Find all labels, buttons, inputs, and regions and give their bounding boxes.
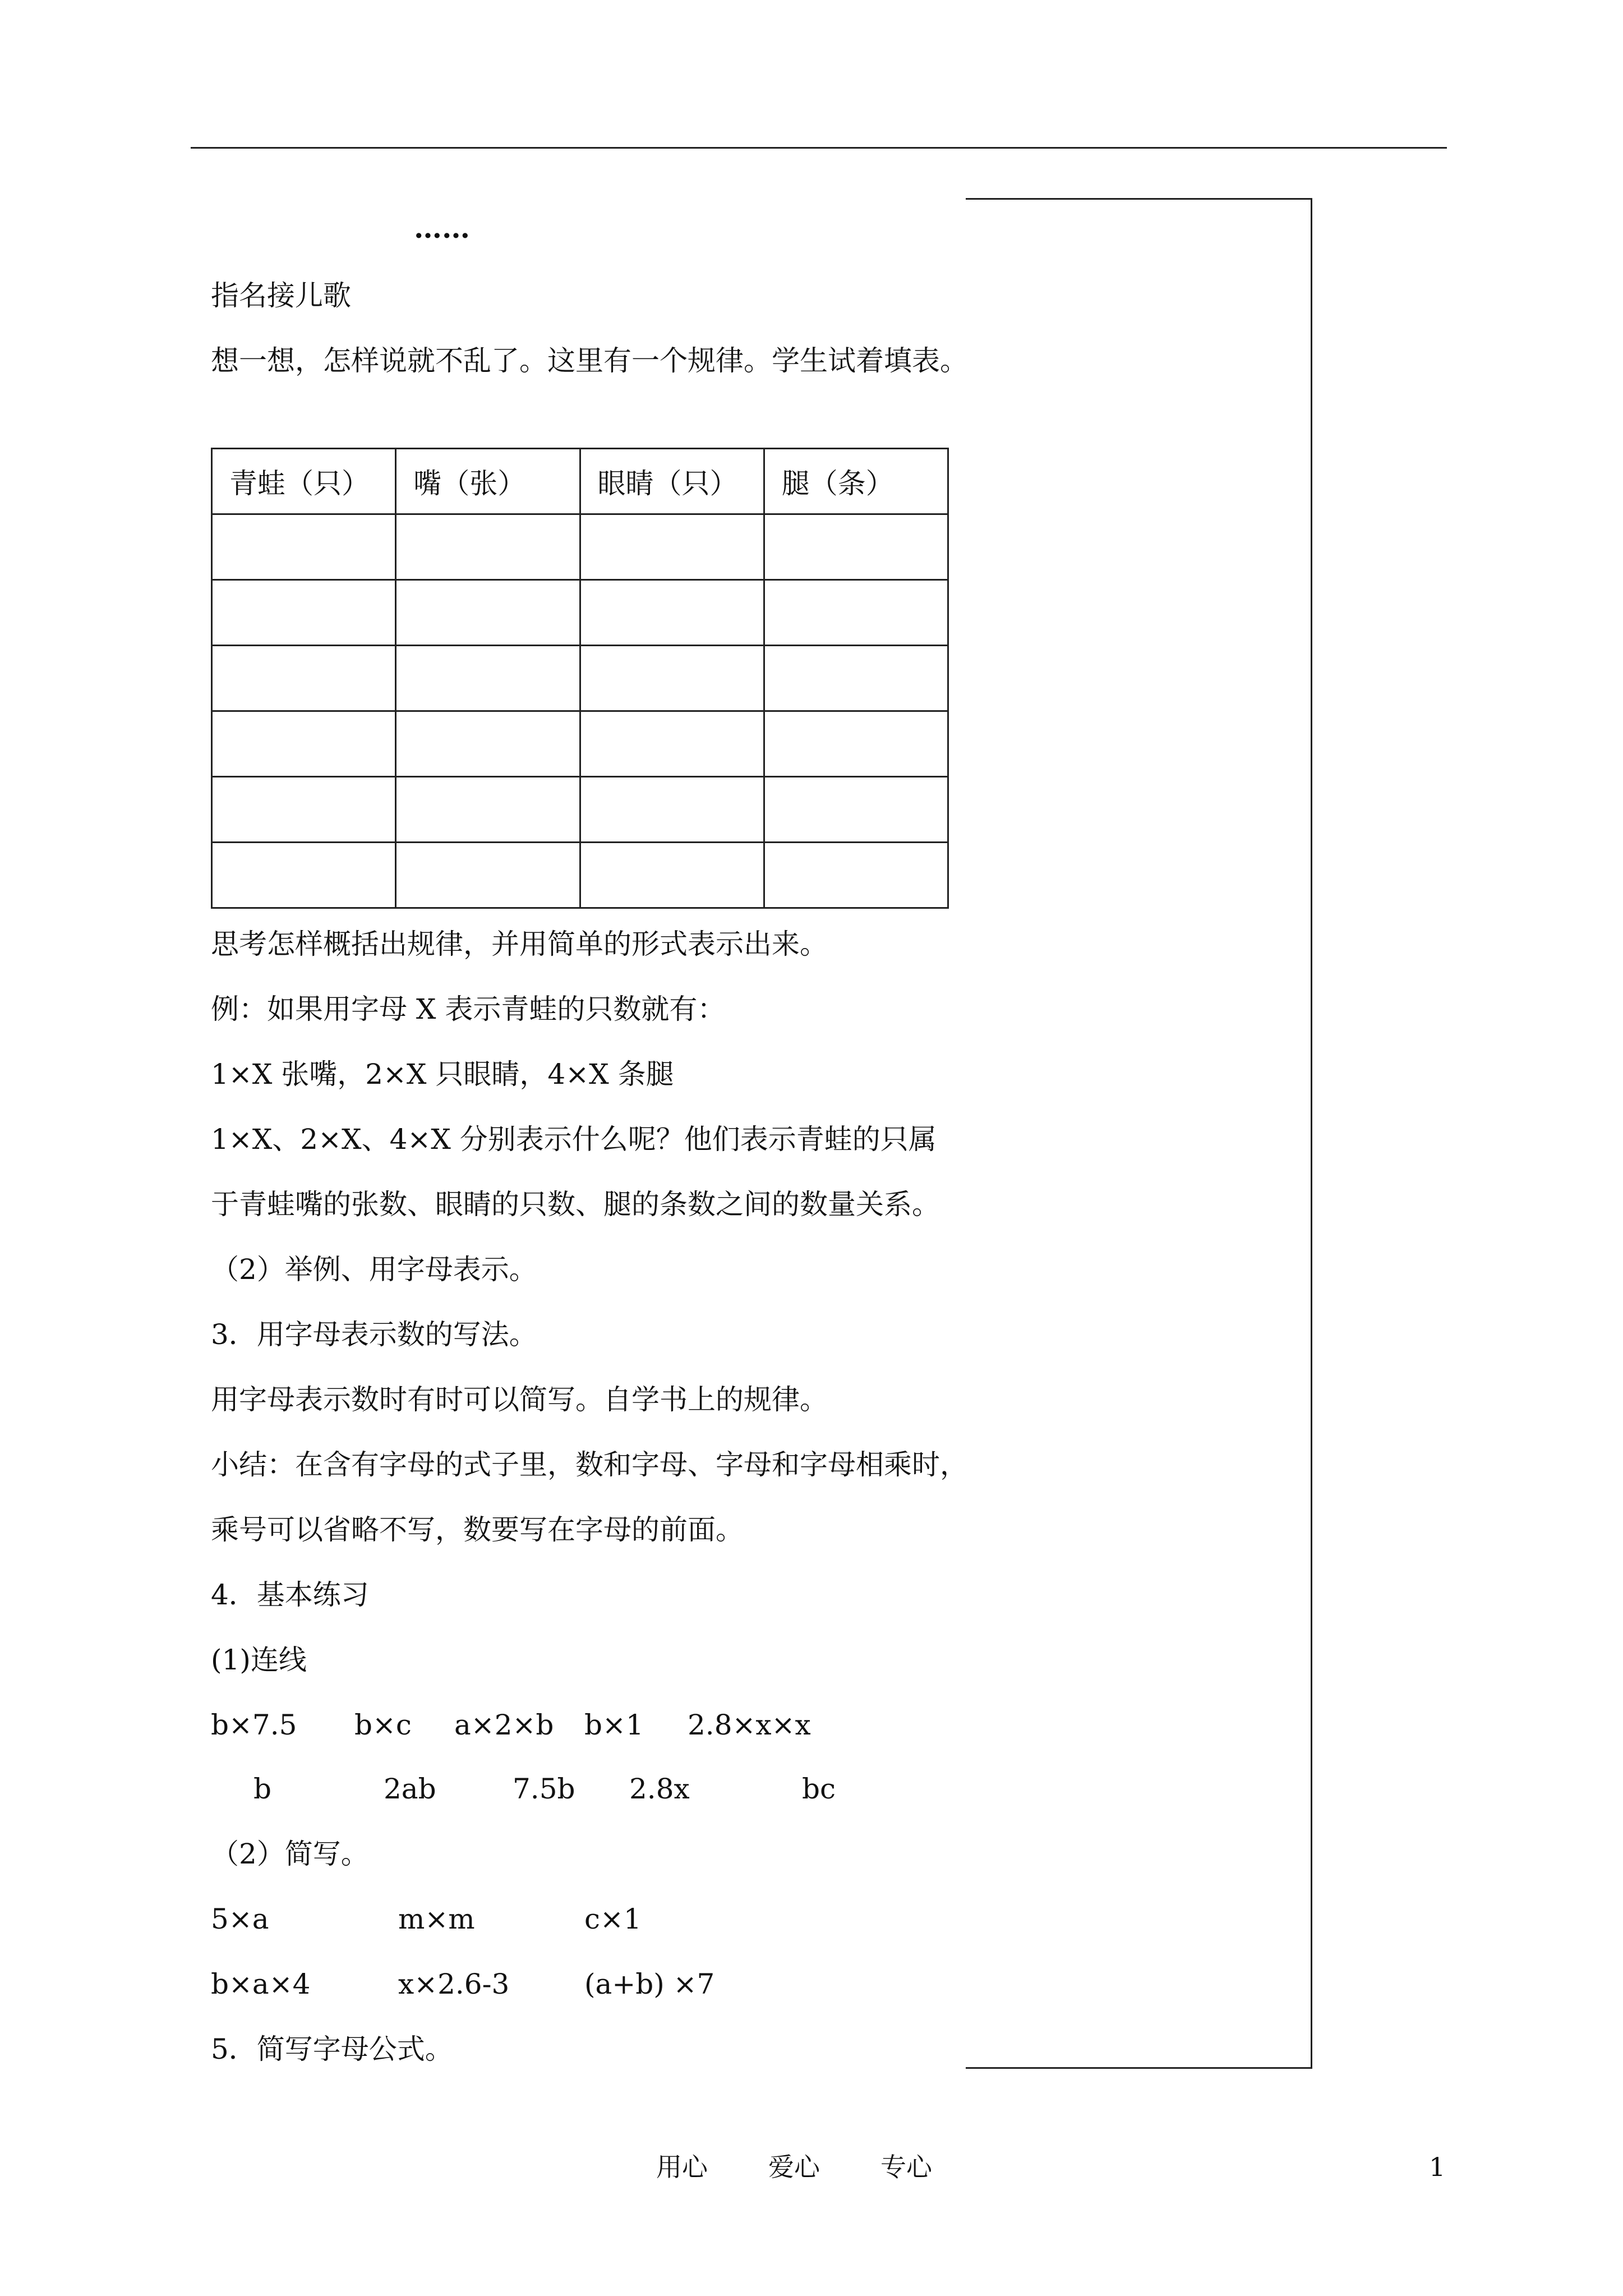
shorthand-item: 5×a bbox=[211, 1903, 269, 1935]
shorthand-item: b×a×4 bbox=[211, 1968, 311, 2000]
text-line-1: 指名接儿歌 bbox=[211, 279, 351, 312]
text-line-11: 小结：在含有字母的式子里，数和字母、字母和字母相乘时， bbox=[211, 1448, 968, 1481]
table-cell[interactable] bbox=[396, 777, 580, 843]
text-line-2: 想一想，怎样说就不乱了。这里有一个规律。学生试着填表。 bbox=[211, 344, 968, 377]
table-cell[interactable] bbox=[396, 514, 580, 580]
table-row bbox=[212, 514, 948, 580]
match-answer: 2ab bbox=[384, 1773, 436, 1805]
shorthand-item: (a+b) ×7 bbox=[584, 1968, 715, 2000]
table-header-cell: 腿（条） bbox=[764, 449, 948, 514]
match-answer: bc bbox=[802, 1773, 836, 1805]
text-line-14: (1)连线 bbox=[211, 1644, 307, 1676]
table-cell[interactable] bbox=[764, 646, 948, 711]
table-cell[interactable] bbox=[212, 580, 396, 646]
table-row bbox=[212, 711, 948, 777]
text-line-6: 1×X、2×X、4×X 分别表示什么呢？他们表示青蛙的只属 bbox=[211, 1123, 937, 1156]
table-cell[interactable] bbox=[212, 711, 396, 777]
table-header-cell: 眼睛（只） bbox=[580, 449, 764, 514]
table-cell[interactable] bbox=[212, 514, 396, 580]
table-cell[interactable] bbox=[212, 843, 396, 908]
text-line-3: 思考怎样概括出规律，并用简单的形式表示出来。 bbox=[211, 928, 828, 960]
table-row bbox=[212, 777, 948, 843]
table-cell[interactable] bbox=[580, 711, 764, 777]
shorthand-item: c×1 bbox=[584, 1903, 642, 1935]
text-line-10: 用字母表示数时有时可以简写。自学书上的规律。 bbox=[211, 1383, 828, 1416]
header-rule bbox=[191, 147, 1447, 149]
match-expression: a×2×b bbox=[454, 1709, 554, 1741]
text-line-16: 5．简写字母公式。 bbox=[211, 2033, 453, 2065]
table-cell[interactable] bbox=[212, 646, 396, 711]
shorthand-item: x×2.6-3 bbox=[398, 1968, 510, 2000]
table-cell[interactable] bbox=[580, 646, 764, 711]
match-expression: b×c bbox=[354, 1709, 412, 1741]
table-cell[interactable] bbox=[396, 843, 580, 908]
table-cell[interactable] bbox=[580, 843, 764, 908]
table-cell[interactable] bbox=[764, 711, 948, 777]
match-answer: 2.8x bbox=[629, 1773, 690, 1805]
table-header-row bbox=[212, 449, 948, 514]
text-line-7: 于青蛙嘴的张数、眼睛的只数、腿的条数之间的数量关系。 bbox=[211, 1188, 940, 1221]
table-row bbox=[212, 580, 948, 646]
frog-table bbox=[211, 448, 949, 909]
table-cell[interactable] bbox=[580, 514, 764, 580]
side-note-box bbox=[966, 198, 1312, 2069]
match-answer: 7.5b bbox=[513, 1773, 575, 1805]
table-cell[interactable] bbox=[396, 580, 580, 646]
table-cell[interactable] bbox=[764, 777, 948, 843]
text-line-15: （2）简写。 bbox=[211, 1838, 369, 1870]
footer-motto: 用心 bbox=[656, 2152, 708, 2182]
table-row bbox=[212, 646, 948, 711]
footer-motto: 专心 bbox=[880, 2152, 932, 2182]
table-cell[interactable] bbox=[580, 777, 764, 843]
table-cell[interactable] bbox=[764, 843, 948, 908]
match-answer: b bbox=[253, 1773, 272, 1805]
text-line-4: 例：如果用字母 X 表示青蛙的只数就有： bbox=[211, 993, 726, 1025]
table-cell[interactable] bbox=[396, 711, 580, 777]
table-cell[interactable] bbox=[580, 580, 764, 646]
footer-motto: 爱心 bbox=[768, 2152, 820, 2182]
table-header-cell: 嘴（张） bbox=[396, 449, 580, 514]
text-line-9: 3．用字母表示数的写法。 bbox=[211, 1318, 537, 1351]
table-cell[interactable] bbox=[212, 777, 396, 843]
table-cell[interactable] bbox=[764, 514, 948, 580]
text-line-8: （2）举例、用字母表示。 bbox=[211, 1253, 537, 1286]
text-line-12: 乘号可以省略不写，数要写在字母的前面。 bbox=[211, 1513, 744, 1546]
text-line-13: 4．基本练习 bbox=[211, 1579, 369, 1611]
match-expression: b×1 bbox=[584, 1709, 644, 1741]
table-row bbox=[212, 843, 948, 908]
table-header-cell: 青蛙（只） bbox=[212, 449, 396, 514]
match-expression: b×7.5 bbox=[211, 1709, 297, 1741]
shorthand-item: m×m bbox=[398, 1903, 475, 1935]
table-cell[interactable] bbox=[764, 580, 948, 646]
text-line-5: 1×X 张嘴，2×X 只眼睛，4×X 条腿 bbox=[211, 1058, 674, 1091]
table-cell[interactable] bbox=[396, 646, 580, 711]
match-expression: 2.8×x×x bbox=[688, 1709, 811, 1741]
page-number: 1 bbox=[1429, 2152, 1446, 2182]
ellipsis: …… bbox=[414, 211, 470, 245]
